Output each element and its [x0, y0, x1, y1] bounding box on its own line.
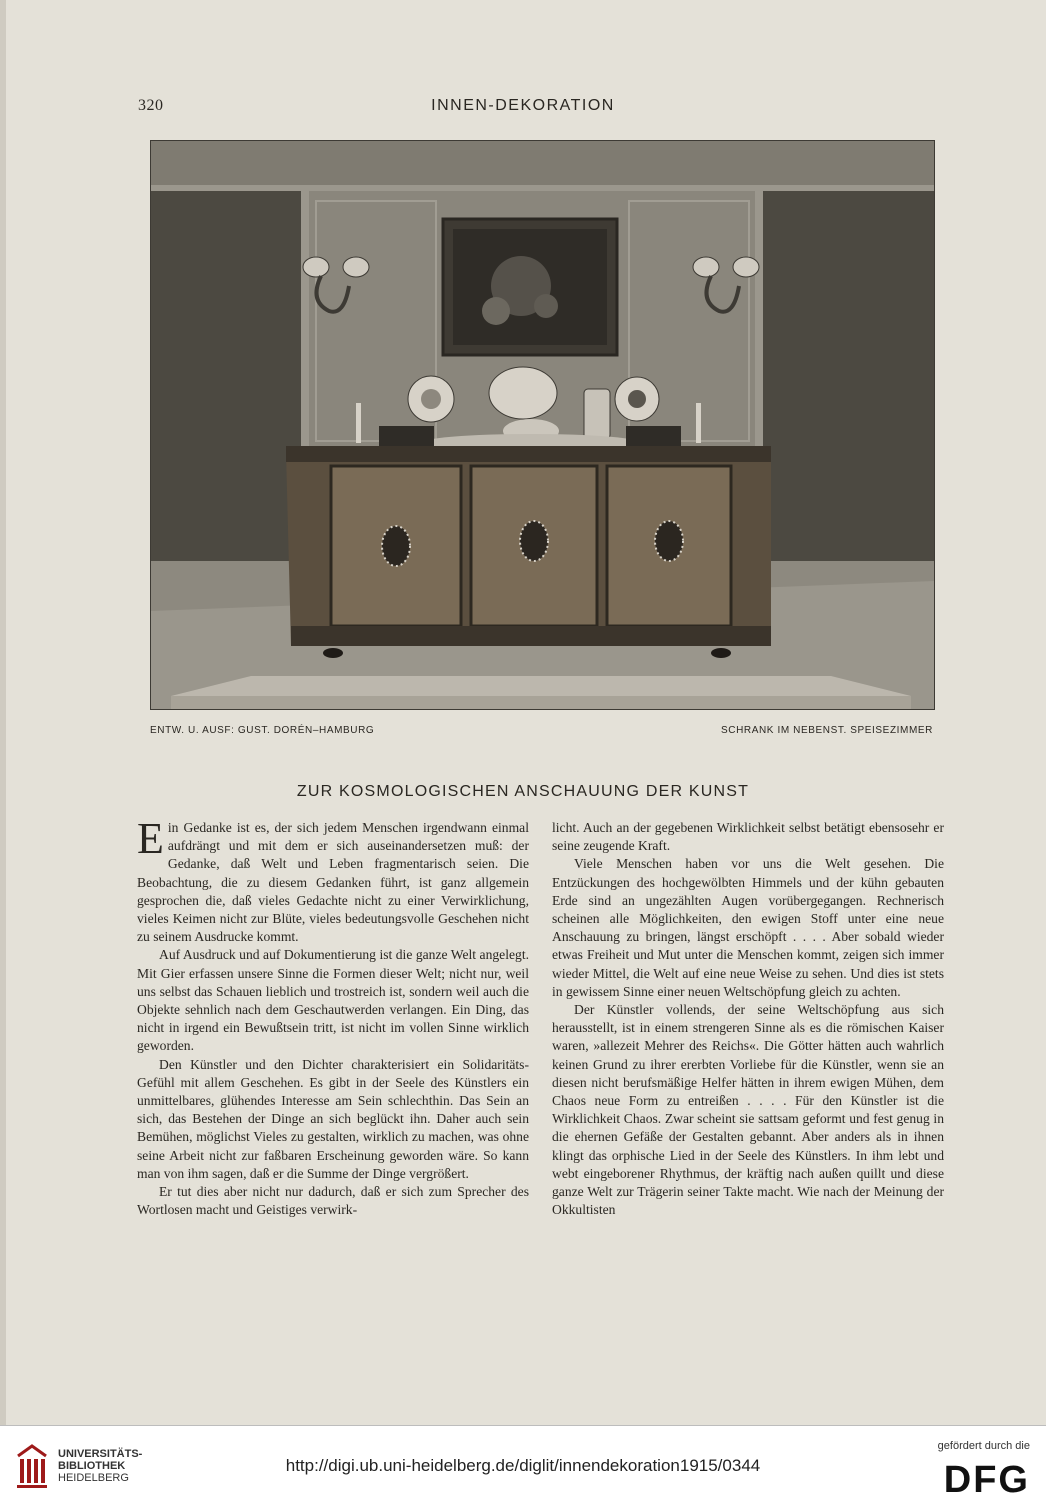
funding-note: gefördert durch die	[937, 1440, 1030, 1452]
page-number: 320	[138, 97, 164, 114]
paragraph: licht. Auch an der gegebenen Wirklichkeit selbst betätigt ebensosehr er seine zeugende Kraft.	[552, 820, 944, 854]
text-column-left	[137, 814, 529, 1219]
text-column-right	[552, 819, 944, 1219]
viewer-footer	[0, 1425, 1046, 1507]
paragraph: Den Künstler und den Dichter charakterisiert ein Solidaritäts-Gefühl mit allem Geschehen. Es gibt in der Seele des Künstlers ein unmittelbares, glühendes Interesse am Sein schlechthin. Das Sein an sich, das Bestehen der Dinge an sich beglückt ihn. Daher auch sein Bemühen, möglichst Vieles zu gestalten, wirklich zu machen, was ohne seine Arbeit nicht zur faßbaren Erscheinung geworden wäre. So kann man von ihm sagen, daß er die Summe der Dinge vergrößert.	[137, 1056, 529, 1181]
paragraph: Viele Menschen haben vor uns die Welt gesehen. Die Entzückungen des hochgewölbten Himmels und der kühn gebauten Erde sind an ungezählten Augen vorübergegangen. Rechnerisch scheinen alle Möglichkeiten, den ewigen Stoff unter eine neue Anschauung zu bringen, längst erschöpft . . . . Aber sobald wieder etwas Freiheit und Mut unter die Menschen kommt, zeigen sich immer wieder Mittel, die Welt auf eine neue Weise zu sehen. Und dies ist stets in gewissem Sinne einer neuen Weltschöpfung gleich zu achten.	[552, 856, 944, 999]
running-head: INNEN-DEKORATION	[431, 97, 615, 114]
paragraph: Auf Ausdruck und auf Dokumentierung ist die ganze Welt angelegt. Mit Gier erfassen unsere Sinne die Formen dieser Welt; nicht nur, weil uns selbst das Schauen lieblich und trostreich ist, sondern weil auch die Objekte sehnlich nach dem Geschautwerden verlangen. Ein Ding, das nicht in irgend ein Bewußtsein tritt, ist nicht im vollen Sinne wirklich geworden.	[137, 947, 529, 1054]
drop-cap: E	[137, 814, 164, 863]
paragraph: Ein Gedanke ist es, der sich jedem Menschen irgendwann einmal aufdrängt und mit dem er sich auseinandersetzen muß: der Gedanke, daß Welt und Leben fragmentarisch seien. Die Beobachtung, die zu diesem Gedanken führt, ist ganz allgemein gesprochen die, daß vieles Gedachte nicht zu einer Verwirklichung, vieles Keimen nicht zur Blüte, vieles bedeutungsvolle Geschehen nicht zu seinem Ausdrucke kommt.	[137, 814, 529, 945]
paragraph: Er tut dies aber nicht nur dadurch, daß er sich zum Sprecher des Wortlosen macht und Geistiges verwirk-	[137, 1184, 529, 1218]
page-edge	[0, 0, 6, 1425]
paragraph: Der Künstler vollends, der seine Weltschöpfung aus sich herausstellt, ist in einem strengeren Sinne als es die römischen Kaiser waren, »allezeit Mehrer des Reichs«. Die Götter hätten auch wahrlich keinen Grund zu ihrer ererbten Vorliebe für die Künstler, wenn sie an diesen nicht berufsmäßige Helfer hätten in ihrem ewigen Mühen, dem Chaos neue Form zu entreißen . . . . Für den Künstler ist die Wirklichkeit Chaos. Zwar scheint sie sattsam geformt und fest genug in die ehernen Gefäße der Gestalten gebannt. Aber anders als in ihnen klingt das orphische Lied in der Seele des Künstlers. In ihm lebt und webt eingeborener Rhythmus, der kräftig nach außen quillt und diese ganze Welt zur Trägerin seiner Takte macht. Wie nach der Meinung der Okkultisten	[552, 1002, 944, 1218]
library-name: UNIVERSITÄTS- BIBLIOTHEK HEIDELBERG	[58, 1448, 143, 1484]
dfg-logo: DFG	[943, 1459, 1030, 1501]
permalink-url[interactable]: http://digi.ub.uni-heidelberg.de/diglit/innendekoration1915/0344	[285, 1456, 761, 1475]
photo-credit: ENTW. U. AUSF: GUST. DORÉN–HAMBURG	[150, 725, 375, 736]
sideboard-photograph	[150, 140, 935, 710]
article-title: ZUR KOSMOLOGISCHEN ANSCHAUUNG DER KUNST	[296, 783, 750, 800]
photo-caption: SCHRANK IM NEBENST. SPEISEZIMMER	[720, 725, 933, 736]
